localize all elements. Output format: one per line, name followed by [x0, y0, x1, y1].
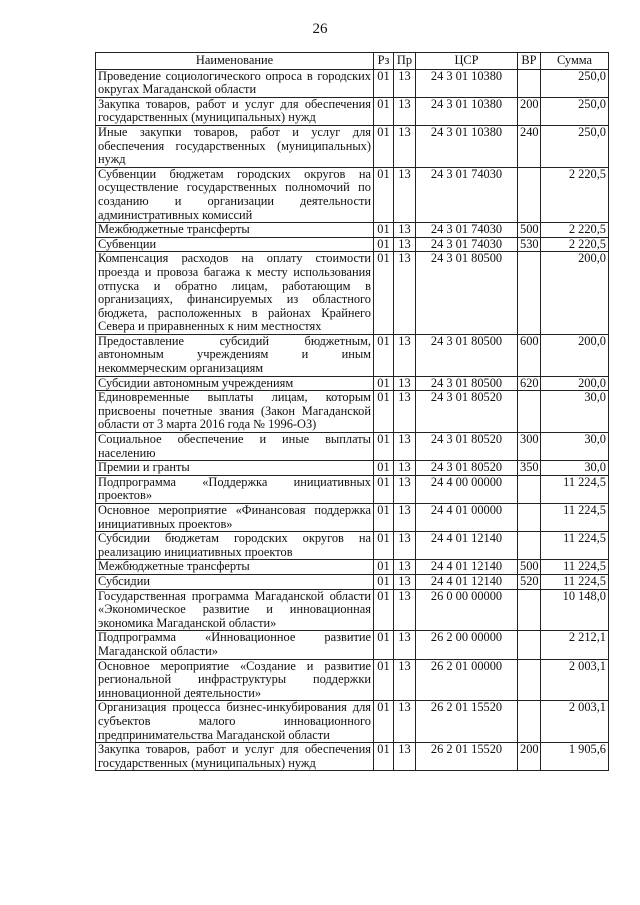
- cell-csr: 24 3 01 80500: [416, 252, 518, 335]
- cell-pr: 13: [394, 532, 416, 560]
- cell-pr: 13: [394, 574, 416, 589]
- cell-vr: [518, 252, 541, 335]
- table-row: [96, 560, 609, 575]
- cell-vr: 200: [518, 743, 541, 771]
- cell-csr: 24 4 00 00000: [416, 475, 518, 503]
- cell-rz: 01: [374, 391, 394, 433]
- budget-table: [95, 52, 609, 771]
- cell-vr: [518, 167, 541, 222]
- cell-rz: 01: [374, 125, 394, 167]
- table-row: [96, 237, 609, 252]
- cell-pr: 13: [394, 589, 416, 631]
- cell-vr: 350: [518, 461, 541, 476]
- cell-csr: 26 2 00 00000: [416, 631, 518, 659]
- cell-name: Субвенции бюджетам городских округов на осуществление государственных полномочий по созданию и организации деятельности административных комиссий: [96, 167, 374, 222]
- cell-sum: 11 224,5: [541, 504, 609, 532]
- cell-csr: 24 4 01 12140: [416, 560, 518, 575]
- cell-csr: 24 3 01 74030: [416, 237, 518, 252]
- cell-vr: 300: [518, 433, 541, 461]
- cell-pr: 13: [394, 391, 416, 433]
- cell-pr: 13: [394, 376, 416, 391]
- cell-vr: 600: [518, 334, 541, 376]
- cell-name: Иные закупки товаров, работ и услуг для обеспечения государственных (муниципальных) нужд: [96, 125, 374, 167]
- cell-name: Основное мероприятие «Создание и развитие региональной инфраструктуры поддержки инновационной деятельности»: [96, 659, 374, 701]
- table-row: [96, 97, 609, 125]
- cell-vr: 520: [518, 574, 541, 589]
- cell-rz: 01: [374, 504, 394, 532]
- cell-name: Субсидии: [96, 574, 374, 589]
- cell-sum: 11 224,5: [541, 560, 609, 575]
- cell-sum: 2 220,5: [541, 167, 609, 222]
- cell-vr: 240: [518, 125, 541, 167]
- cell-sum: 30,0: [541, 433, 609, 461]
- cell-vr: [518, 631, 541, 659]
- cell-sum: 2 220,5: [541, 237, 609, 252]
- table-row: [96, 376, 609, 391]
- cell-pr: 13: [394, 97, 416, 125]
- cell-csr: 24 3 01 80520: [416, 461, 518, 476]
- cell-pr: 13: [394, 475, 416, 503]
- cell-pr: 13: [394, 167, 416, 222]
- cell-csr: 26 0 00 00000: [416, 589, 518, 631]
- cell-name: Подпрограмма «Инновационное развитие Магаданской области»: [96, 631, 374, 659]
- table-row: [96, 167, 609, 222]
- header-pr: Пр: [394, 53, 416, 70]
- cell-sum: 30,0: [541, 461, 609, 476]
- cell-rz: 01: [374, 743, 394, 771]
- cell-rz: 01: [374, 701, 394, 743]
- cell-rz: 01: [374, 252, 394, 335]
- cell-name: Основное мероприятие «Финансовая поддержка инициативных проектов»: [96, 504, 374, 532]
- header-name: Наименование: [96, 53, 374, 70]
- cell-name: Государственная программа Магаданской области «Экономическое развитие и инновационная экономика Магаданской области»: [96, 589, 374, 631]
- cell-csr: 24 3 01 74030: [416, 223, 518, 238]
- cell-sum: 250,0: [541, 97, 609, 125]
- cell-vr: [518, 589, 541, 631]
- cell-pr: 13: [394, 743, 416, 771]
- cell-vr: [518, 701, 541, 743]
- cell-name: Подпрограмма «Поддержка инициативных проектов»: [96, 475, 374, 503]
- table-row: [96, 433, 609, 461]
- cell-pr: 13: [394, 252, 416, 335]
- cell-sum: 30,0: [541, 391, 609, 433]
- cell-pr: 13: [394, 504, 416, 532]
- cell-sum: 11 224,5: [541, 475, 609, 503]
- cell-vr: [518, 659, 541, 701]
- table-row: [96, 659, 609, 701]
- cell-pr: 13: [394, 125, 416, 167]
- cell-rz: 01: [374, 334, 394, 376]
- table-row: [96, 69, 609, 97]
- page-number: 26: [312, 21, 328, 37]
- cell-pr: 13: [394, 334, 416, 376]
- cell-pr: 13: [394, 631, 416, 659]
- cell-rz: 01: [374, 223, 394, 238]
- cell-csr: 24 4 01 12140: [416, 574, 518, 589]
- cell-vr: 500: [518, 223, 541, 238]
- cell-rz: 01: [374, 589, 394, 631]
- cell-csr: 24 4 01 00000: [416, 504, 518, 532]
- cell-sum: 2 003,1: [541, 701, 609, 743]
- cell-name: Проведение социологического опроса в городских округах Магаданской области: [96, 69, 374, 97]
- table-row: [96, 223, 609, 238]
- cell-rz: 01: [374, 475, 394, 503]
- header-csr: ЦСР: [416, 53, 518, 70]
- cell-name: Субсидии автономным учреждениям: [96, 376, 374, 391]
- cell-vr: [518, 532, 541, 560]
- cell-name: Закупка товаров, работ и услуг для обеспечения государственных (муниципальных) нужд: [96, 97, 374, 125]
- cell-vr: [518, 504, 541, 532]
- cell-rz: 01: [374, 69, 394, 97]
- header-rz: Рз: [374, 53, 394, 70]
- cell-name: Единовременные выплаты лицам, которым присвоены почетные звания (Закон Магаданской области от 3 марта 2016 года № 1996-ОЗ): [96, 391, 374, 433]
- table-row: [96, 391, 609, 433]
- cell-pr: 13: [394, 461, 416, 476]
- cell-vr: 530: [518, 237, 541, 252]
- cell-csr: 26 2 01 15520: [416, 743, 518, 771]
- cell-rz: 01: [374, 574, 394, 589]
- cell-name: Субвенции: [96, 237, 374, 252]
- cell-name: Межбюджетные трансферты: [96, 560, 374, 575]
- cell-rz: 01: [374, 97, 394, 125]
- cell-csr: 24 3 01 80500: [416, 376, 518, 391]
- table-row: [96, 475, 609, 503]
- cell-rz: 01: [374, 461, 394, 476]
- cell-vr: 500: [518, 560, 541, 575]
- table-row: [96, 125, 609, 167]
- table-header-row: [96, 53, 609, 70]
- cell-vr: 620: [518, 376, 541, 391]
- cell-sum: 1 905,6: [541, 743, 609, 771]
- cell-csr: 24 3 01 10380: [416, 69, 518, 97]
- table-row: [96, 334, 609, 376]
- table-row: [96, 461, 609, 476]
- cell-csr: 24 3 01 80520: [416, 391, 518, 433]
- cell-vr: [518, 69, 541, 97]
- cell-name: Закупка товаров, работ и услуг для обеспечения государственных (муниципальных) нужд: [96, 743, 374, 771]
- cell-csr: 26 2 01 15520: [416, 701, 518, 743]
- cell-pr: 13: [394, 69, 416, 97]
- cell-rz: 01: [374, 560, 394, 575]
- cell-sum: 200,0: [541, 376, 609, 391]
- cell-name: Межбюджетные трансферты: [96, 223, 374, 238]
- cell-csr: 24 3 01 74030: [416, 167, 518, 222]
- cell-sum: 2 003,1: [541, 659, 609, 701]
- cell-sum: 200,0: [541, 334, 609, 376]
- cell-pr: 13: [394, 223, 416, 238]
- table-row: [96, 743, 609, 771]
- table-row: [96, 589, 609, 631]
- cell-sum: 11 224,5: [541, 532, 609, 560]
- cell-csr: 24 3 01 10380: [416, 97, 518, 125]
- cell-sum: 250,0: [541, 69, 609, 97]
- cell-rz: 01: [374, 376, 394, 391]
- cell-rz: 01: [374, 532, 394, 560]
- cell-vr: [518, 475, 541, 503]
- cell-sum: 10 148,0: [541, 589, 609, 631]
- cell-sum: 2 220,5: [541, 223, 609, 238]
- header-vr: ВР: [518, 53, 541, 70]
- cell-name: Субсидии бюджетам городских округов на реализацию инициативных проектов: [96, 532, 374, 560]
- cell-sum: 11 224,5: [541, 574, 609, 589]
- cell-name: Социальное обеспечение и иные выплаты населению: [96, 433, 374, 461]
- cell-rz: 01: [374, 433, 394, 461]
- cell-csr: 24 3 01 10380: [416, 125, 518, 167]
- table-row: [96, 574, 609, 589]
- cell-rz: 01: [374, 237, 394, 252]
- cell-pr: 13: [394, 659, 416, 701]
- header-sum: Сумма: [541, 53, 609, 70]
- cell-pr: 13: [394, 433, 416, 461]
- cell-rz: 01: [374, 659, 394, 701]
- cell-sum: 250,0: [541, 125, 609, 167]
- cell-csr: 24 3 01 80500: [416, 334, 518, 376]
- cell-pr: 13: [394, 701, 416, 743]
- cell-csr: 26 2 01 00000: [416, 659, 518, 701]
- cell-name: Предоставление субсидий бюджетным, автономным учреждениям и иным некоммерческим организациям: [96, 334, 374, 376]
- cell-rz: 01: [374, 167, 394, 222]
- cell-name: Организация процесса бизнес-инкубирования для субъектов малого инновационного предпринимательства Магаданской области: [96, 701, 374, 743]
- cell-vr: [518, 391, 541, 433]
- cell-name: Премии и гранты: [96, 461, 374, 476]
- cell-vr: 200: [518, 97, 541, 125]
- table-row: [96, 532, 609, 560]
- table-row: [96, 701, 609, 743]
- table-row: [96, 504, 609, 532]
- table-row: [96, 252, 609, 335]
- cell-pr: 13: [394, 237, 416, 252]
- table-row: [96, 631, 609, 659]
- cell-sum: 200,0: [541, 252, 609, 335]
- cell-rz: 01: [374, 631, 394, 659]
- cell-csr: 24 4 01 12140: [416, 532, 518, 560]
- cell-sum: 2 212,1: [541, 631, 609, 659]
- cell-csr: 24 3 01 80520: [416, 433, 518, 461]
- cell-pr: 13: [394, 560, 416, 575]
- cell-name: Компенсация расходов на оплату стоимости проезда и провоза багажа к месту использования отпуска и обратно лицам, работающим в организациях, финансируемых из областного бюджета, расположенных в районах Крайнего Севера и приравненных к ним местностях: [96, 252, 374, 335]
